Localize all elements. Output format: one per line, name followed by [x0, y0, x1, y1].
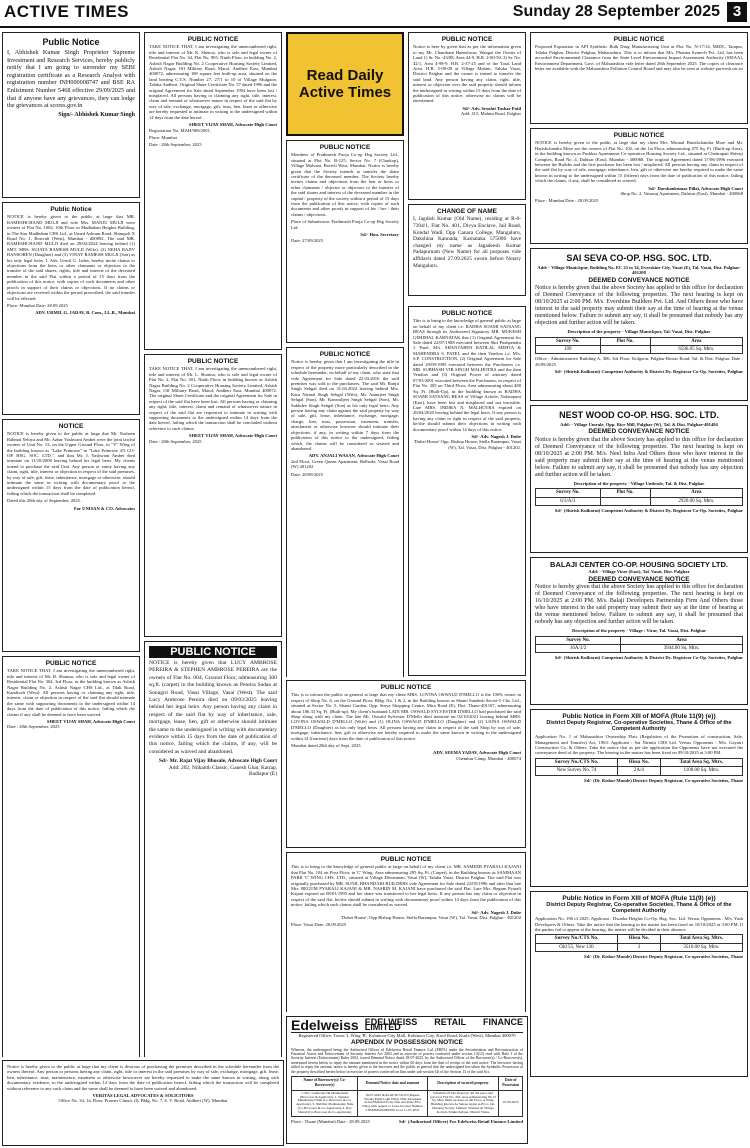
notice-date: Date: 28/09/2025 — [291, 471, 324, 477]
notice-address: Shop No. 2, Vatsaraj Apartment, Dahisar (East), Mumbai - 400068 — [620, 191, 743, 197]
table-cell: 1100.00 Sq. Mtrs. — [660, 767, 742, 775]
edelweiss-place-date: Place : Thane (Mumbai) Date : 28.09.2025 — [291, 1118, 370, 1124]
notice-description: Description of the property - Village : Virar, Tal. Vasai, Dist. Palghar — [571, 628, 707, 634]
notice-place: Place of Submission: Prathmesh Pooja Co-op Hsg Society Ltd. — [291, 219, 399, 230]
notice-title: PUBLIC NOTICE — [380, 856, 432, 863]
notice-signature: ADV. URMIL G. JADAV, B. Com., LL.B., Mumbai — [35, 310, 135, 316]
notice-address: Add: - Village Manickpur, Building No. EC 23 to 34, Everskine City, Vasai (E), Tal. Vasai, Dist. Palghar-401208 — [537, 265, 741, 276]
table-cell: 3510.00 Sq. Mtrs. — [660, 943, 742, 951]
notice-address: Chembur Camp, Mumbai - 400074 — [456, 755, 521, 761]
property-table — [535, 488, 743, 506]
notice-radha-soami — [408, 306, 526, 676]
center-right — [408, 306, 526, 676]
col-header: Date of Possession — [499, 1077, 523, 1091]
col-header: Area — [621, 636, 743, 644]
notice-sai-seva — [530, 248, 748, 401]
notice-environment-clearance — [530, 32, 748, 124]
notice-title: PUBLIC NOTICE — [45, 660, 97, 667]
notice-title: PUBLIC NOTICE — [187, 36, 239, 43]
property-table — [535, 934, 743, 952]
table-cell: 2920.00 Sq. Mtrs. — [650, 497, 742, 505]
table-cell: 3 — [617, 943, 660, 951]
notice-address: Add: - Village Virar (East), Tal. Vasai, Dist. Palghar — [588, 569, 690, 575]
notice-title: PUBLIC NOTICE — [380, 684, 432, 691]
notice-title: Public Notice — [50, 206, 92, 213]
column-2 — [144, 32, 282, 1057]
notice-signature: Sd/- Adv. Srushti Tushar Patil — [462, 105, 521, 111]
property-table — [535, 337, 743, 355]
notice-body: Members of Prathmesh Pooja Co-op Hsg Society Ltd., situated at Plot No. B-125, Sector No. 7 (Charkop), Village Malvani, Borivli West, Mumbai. Notice is hereby given that the Society intends to transfer the share certificate of the deceased member. The Society hereby invites claims and objections from the heir or heirs or other claimants / objector or objectors to the transfer of the said shares and interest of the deceased member in the capital / property of the society within a period of 15 days from the publication of this notice, with copies of such documents and other proofs in support of his / her / their claims / objections. — [291, 152, 399, 217]
property-table — [535, 758, 743, 776]
edelweiss-body: Whereas, the undersigned being the Authorised Officer of Edelweiss Retail Finance Ltd. (ERFL) under the Securitisation and Reconstruction of Financial Assets and Enforcement of Security Interest Act 2002 and in exercise of powers conferred under section 13(12) read with Rule 3 of the Security Interest (Enforcement) Rules 2002, issued Demand Notice dated 18-07-2025, by the Authorised Officer of the Borrower(s) / Co-Borrower(s), mentioned herein below to repay the amount mentioned in the notice within 60 days from the date of receipt of the said notice. The borrower having failed to repay the amount, notice is hereby given to the borrower and the public in general that the undersigned has taken the Symbolic Possession of the property described herein below in exercise of powers conferred on him under sub-section (4) of the Section 13 of the said Act. — [291, 1047, 523, 1074]
notice-body: I, Jagdish Kumar (Old Name), residing at R-6-7394/1, Flat No. 401, Divya Enclave, Jail Road, Kondal Wadi, Opp Canara College, Mangaluru, Dakshina Kannada, Karnataka 575006 have changed my name as Jagadeesh Kumar Padapurnam (New Name) for all purposes vide affidavit dated 27.09.2025 sworn before Notary Mangaluru. — [413, 216, 521, 269]
notice-title: PUBLIC NOTICE — [613, 36, 665, 43]
table-cell — [600, 346, 650, 354]
notice-place-date: Place: Vasai Date: 28.09.2025 — [291, 922, 347, 928]
notice-place-date: Place: Mumbai Date: 28.09.2025 — [7, 302, 68, 308]
notice-signature: Sd/- Adv. Nagesh J. Dube — [471, 433, 521, 439]
notice-body: Application No. 1 of Maharashtra Ownership Flats (Regulation of the Promotion of construction, Sale, Management and Transfer) Act, 1963. Applicant : Sai Nirmiti CHS Ltd. Versus Opponents : M/s. Gayatri Construction Co. & Others. Take the notice that as per the application the Opponents have not executed the conveyance deed of the property. The hearing in the matter has been fixed on 09/10/2025 at 3:00 PM. — [535, 734, 743, 756]
notice-signature: Sd/- Hon. Secretary — [360, 232, 399, 238]
notice-subtitle: DEEMED CONVEYANCE NOTICE — [588, 575, 690, 583]
notice-body: Notice is hereby given that I am investigating the title in respect of the property more particularly described in the schedule hereunder, on behalf of my client, who state that vide Agreement for Sale dated 22.03.2016 the said premises was sold to the purchasers. The said Mr. Ranjit Singh Sehgal died on 31.03.2022 leaving behind Mrs. Kaur Nirmal Singh Sehgal (Wife), Mr. Amarjeet Singh Sehgal (Son), Mr. Kanwaljeet Singh Sehgal (Son), Mr. Sukhdev Singh Sehgal (Son) as his only legal heirs. Any person having any claim against the said property by way of sale, gift, lease, inheritance, exchange, mortgage, charge, lien, trust, possession, easement, transfer, attachment or otherwise however should intimate their objections, if any, in writing within 7 days from the publication of this notice to the undersigned, failing which, the claims will be considered as waived and abandoned. — [291, 359, 399, 451]
col-header: Survey No./CTS No. — [536, 935, 618, 943]
notice-sebi-surrender — [2, 32, 140, 198]
notice-subtitle: DEEMED CONVEYANCE NOTICE — [588, 428, 690, 436]
table-cell: 16A/1/2 — [536, 645, 621, 653]
table-cell: Schedule Of The Property: All the piece and parcel of Flat No. 403, Area Admeasuring 84.13 Sq. Mtrs. Built-up Area on 4th Floor, A Wing, Building Known As Sakaar Apple A-B Co. Op. Housing Society Limited, Situated At Village Kolvali, Taluka Kalyan, District Thane — [427, 1090, 499, 1116]
notice-date: Date : 28th September, 2025 — [7, 724, 60, 730]
newspaper-brand: ACTIVE TIMES — [4, 2, 130, 21]
notice-signature: SHEET VIJAY SHAH, Advocate High Court — [188, 122, 277, 128]
column-4 — [408, 32, 526, 302]
col-header: Survey No. — [536, 337, 601, 345]
notice-address: 'Dubei House', Opp Bishop House, Stella Barampur, Vasai (W), Tal. Vasai, Dist. Palghar - 401202 — [341, 915, 521, 921]
notice-body: Notice is here by given that as per the information given to my Mr. Chandrant Haneshwar, Wangai the Owner of Land 1) Sr. No.-43/08, Area 44-9, H.R. 2-00-50, 2) Sr. No. 42/1, Area 4-98-9, H.R. 2-37-25 and of the Total Land Area, H.R. 5-00-00 at Village Mahim, Taluka Vasai, District Palghar and the owner is intend to transfer the said land. Any person having any claim, right, title, interest or objection over the said property should inform the undersigned in writing within 15 days from the date of publication of this notice, otherwise no claims will be entertained. — [413, 44, 521, 104]
notice-signature: Sd/- (Shirish Kulkarni) Competent Authority & District Dy. Registrar Co-Op. Societies, Palghar — [554, 508, 743, 514]
notice-date: Mumbai dated 28th day of Sept. 2025 — [291, 743, 361, 749]
notice-signature: SHEET VIJAY SHAH, Advocate High Court — [46, 719, 135, 725]
notice-body: I, Abhishek Kumar Singh Proprietor Supreme Investment and Research Services, hereby publicly notify that I am going to surrender my SEBI registration certificate as a Research Analyst with registration number INH000008747 and BSE RA Enlistment Number 5468 effective 29/09/2025 and that if anyone have any grievances, they can lodge the grievances at scores.gov.in — [7, 49, 135, 110]
notice-date: Date : 28th September, 2025 — [149, 142, 202, 148]
table-cell: 18-07-2025 & Rs.28,39,741.05 (Rupees Twenty Eight Lakh Thirty Nine Thousand Seven Hundred Forty One and Paise Five Only) with respect to Loan Account Number LNSMMSOO000076 as on 11-07-2025 — [358, 1090, 427, 1116]
notice-signature: Sd/- (Dr. Kishor Mande) District Deputy Registrar, Co-operative Societies, Thane — [584, 777, 743, 783]
read-daily-banner — [286, 32, 404, 136]
notice-sameer-kajani — [286, 852, 526, 1012]
notice-body: Proposed Expansion in API Synthetic Bulk Drug Manufacturing Unit at Plot No. N-17/14, MIDC, Tarapur, Taluka Palghar, District Palghar, Maharashtra. This is to inform that M/s. Pharma Syntech Pvt. Ltd. has been accorded Environmental Clearance from the State Level Environment Impact Assessment Authority (SEIAA), Environment Department, Govt. of Maharashtra vide letter dated 26th September 2025. The copies of clearance letter are available with the Maharashtra Pollution Control Board and may also be seen at website parivesh.nic.in — [535, 44, 743, 72]
notice-place: Place: Mumbai — [149, 134, 177, 140]
edelweiss-signature: Sd/- (Authorised Officer) For Edelweiss Retail Finance Limited — [398, 1118, 523, 1124]
notice-subtitle: District Deputy Registrar, Co-operative Societies, Thane & Office of the Competent Authority — [546, 720, 732, 732]
notice-title: PUBLIC NOTICE — [319, 144, 371, 151]
table-cell: 6596.05 Sq. Mtrs. — [650, 346, 742, 354]
notice-title: PUBLIC NOTICE — [319, 351, 371, 358]
notice-office: Office : Administrative Building A, 306, 3rd Floor, Kolgaon, Palghar-Boisar Road, Tal. & Dist. Palghar. Date : 26/09/2025 — [535, 356, 743, 367]
col-header: Total Area Sq. Mtrs. — [660, 758, 742, 766]
notice-mofa-form-xiii-2 — [530, 891, 748, 1077]
table-cell: 2A/4 — [617, 767, 660, 775]
notice-signature: Sd/- Mr. Rajat Vijay Bhosale, Advocate High Court — [159, 758, 277, 765]
table-cell: 3944.00 Sq. Mtrs. — [621, 645, 743, 653]
notice-title: BALAJI CENTER CO-OP. HOUSING SOCIETY LTD. — [550, 560, 728, 569]
notice-body: Notice is hereby given that the above Society has applied to this office for declaration of Deemed Conveyance of the following properties. The next hearing is kept on 08/10/2025 at 2:00 PM. M/s. Neel Infra And Others those who have interest in the said property may submit their say at the time of hearing at the venue mentioned below. Failure to submit any say, it shall be presumed that nobody has any objection and further action will be taken. — [535, 436, 743, 478]
table-cell: Old 55, New 130 — [536, 943, 618, 951]
notice-body: Notice is hereby given to the public at large that my client is desirous of purchasing the premises described in the schedule hereunder from the owners thereof. Any person or persons having any claim, right, title or interest in the said premises by way of sale, exchange, mortgage, gift, lease, lien, inheritance, trust, maintenance, easement or otherwise howsoever are hereby requested to make the same known in writing, along with documentary evidence, to the undersigned within 14 days from the date of publication hereof, failing which the transaction will be completed without reference to any such claim and the same shall be deemed to have been waived and abandoned. — [7, 1064, 279, 1091]
notice-body: This is to bring to the knowledge of general public at large on behalf of my client i.e. MR. SAMEER PYARALI KAJANI that Flat No. 104 on First Floor, in 'C' Wing, Area admeasuring 295 Sq. Ft. (Carpet), in the Building known as SAMMAAN PARK 'C' WING CHS. LTD., situated at Village Diwanman, Vasai (W), Taluka Vasai, District Palghar. The said Flat was originally purchased by MR. SUNIL BHANDARI BUILDERS vide Agreement for Sale dated 22/05/1996 and after that late Mrs. BEGUM PYARALI KAJANI & MR. NASRIN M. KAJANI have purchased the said Flat. Late Mrs. Begum Pyarali Kajani expired on 08/01/1995 and her share was transferred to her legal heirs. If any person has any claim or objection in respect of the said flat, he/she should submit in writing with documentary proof within 14 days from the publication of this notice, failing which such claims shall be considered as waived. — [291, 864, 521, 908]
col-header: Plot No. — [600, 337, 650, 345]
notice-signature: Sd/- (Shirish Kulkarni) Competent Authority & District Dy. Registrar Co-Op. Societies, Palghar — [554, 369, 743, 375]
notice-body: TAKE NOTICE THAT, I am investigating the unencumbered right, title and interest of Mr. L. Sharma, who is sole and legal owner of Flat No. 2, Flat No. 301, Ninth Floor, in building known as Ashish Nagar Building No. 2 Cooperative Housing Society Limited, Ashish Nagar, Off Military Road, Marol, Andheri East, Mumbai 400072. The original Share Certificate and the original Agreement for Sale in respect of the said flat have been lost. All persons having or claiming any right, title, interest, claim and remand of whatsoever nature in respect of the said flat are requested to intimate in writing with supporting documents to the undersigned within 14 days from the date hereof, failing which the transaction shall be concluded without reference to such claims. — [149, 366, 277, 431]
issue-date: Sunday 28 September 2025 — [512, 3, 720, 20]
notice-title: Public Notice — [42, 37, 100, 47]
notice-signature: ADV. ANJALI WASAN, Advocate High Court — [308, 453, 399, 459]
col-header: Hissa No. — [617, 758, 660, 766]
col-header: Area — [650, 337, 742, 345]
notice-title: NOTICE — [58, 423, 84, 430]
edelweiss-title: EDELWEISS RETAIL FINANCE LIMITED — [364, 1017, 523, 1033]
col-header: Area — [650, 489, 742, 497]
col-header: Total Area Sq. Mtrs. — [660, 935, 742, 943]
col-header: Description of secured property — [427, 1077, 499, 1091]
property-table — [535, 636, 743, 654]
notice-description: Description of the property - Village Manickpur, Tal. Vasai, Dist. Palghar — [567, 329, 711, 335]
notice-body: Notice is hereby given that the above Society has applied to this office for declaration of Deemed Conveyance of the following properties. The next hearing is kept on 08/10/2025 at 2:00 PM. M/s. Evershine Builders Pvt. Ltd. And Others those who have interest in the said property may submit their say at the time of hearing at the venue mentioned below. Failure to submit any say, it shall be presumed that nobody has any objection and further action will be taken. — [535, 285, 743, 327]
notice-body: NOTICE is hereby given to the public at large that MR. RAMESHCHAND MULJI and wife Mrs. MANJU MULJI were owners of Flat No. 1002, 10th Floor in Madhuban Heights Building, in The Star Madhuban CHS Ltd., at Umed Ashram Road, Shimpoli X Road No. 1, Borivali (West), Mumbai - 400092. The said MR. RAMESHCHAND MULJI died on 29/02/2024 leaving behind (1) SMT. MRS. SUJATA RAMESH MULJI (Wife), (2) NEHA RAJIV BANSOREN (Daughter) and (3) VINAY RAMESH MULJI (Son) as his only legal heirs. I, Adv. Urmil G. Jadav, hereby invite claims or objections from the heirs or other claimants or objectors to the transfer of the said shares, rights, title and interest of the deceased member in the said Flat within a period of 15 days from the publication of this notice, with copies of such documents and other proofs in support of their claims or objections. If no claims or objections are received within the period prescribed, the said transfer will be effected. — [7, 214, 135, 301]
notice-date: Date : 28th September, 2025 — [149, 438, 202, 444]
table-cell: 25-09-2025 — [499, 1090, 523, 1116]
edelweiss-logo: Edelweiss — [291, 1016, 359, 1033]
notice-subtitle: District Deputy Registrar, Co-operative Societies, Thane & Office of the Competent Authority — [546, 902, 732, 914]
notice-pushkar-apartments — [530, 128, 748, 244]
notice-address: Office No. 34, 1st Floor, Promer Classic (I), Bldg. No. 7, S. V. Road, Andheri (W), Mumbai — [58, 1098, 228, 1104]
notice-description: Description of the property - Village Umbrale, Tal. & Dist. Palghar — [573, 480, 705, 486]
notice-date: Date: 27/09/2025 — [291, 237, 324, 243]
banner-text: Read Daily Active Times — [298, 67, 392, 101]
notice-title: PUBLIC NOTICE — [149, 646, 277, 658]
notice-registration: Registration No. MAH/969/2001. — [149, 127, 212, 133]
table-cell: New Survey No. 74 — [536, 767, 618, 775]
notice-signature: For UNISAN & CO. Advocates — [73, 505, 135, 511]
notice-subtitle: DEEMED CONVEYANCE NOTICE — [588, 276, 690, 284]
notice-ashish-nagar — [2, 656, 140, 1057]
center-bottom — [286, 680, 526, 1012]
notice-signature: Sd/- Darshankumar Pillai, Advocate High Court — [648, 185, 743, 191]
notice-body: TAKE NOTICE THAT, I am investigating the unencumbered right, title and interest of Mr. K. Shenoy, who is sole and legal owner of Residential Flat No. 34, Flat No. 905, Ninth Floor, in building No. 2, Ashish Nagar Building No. 2 Cooperative Housing Society Limited, Ashish Nagar, Off Military Road, Marol, Andheri East, Mumbai 400072, admeasuring 180 square feet built-up area, situated on the land bearing C.T.S. Number 27, 27/1 to 10 of Village Mulgaon, Taluka Andheri. Original Share Certificate No. 57 dated 1996 and the original Agreement for Sale dated September 1994 have been lost / misplaced. All persons having or claiming any right, title, interest, claim and remand of whatsoever nature in respect of the said flat by way of sale, exchange, mortgage, gift, trust, lien, lease or otherwise are hereby requested to intimate in writing to the undersigned within 14 days from the date hereof. — [149, 44, 277, 120]
notice-signature: Sd/- Adv. Nagesh J. Dube — [471, 909, 521, 915]
col-header: Survey No./CTS No. — [536, 758, 618, 766]
page-number: 3 — [727, 2, 747, 22]
notice-body: NOTICE is hereby given that LUCY AMBROSE PEREIRA & STEPHEN AMBROSE PEREIRA are the owners of Flat No. 004, Ground Floor, admeasuring 300 sq.ft. (carpet) in the building known as Pereira Sadan at Sonagiri Road, Vasai Village, Vasai (West). The said Lucy Ambrose Pereira died on 09/03/2025 leaving behind her legal heirs. Any person having any claim in respect of the said flat by way of inheritance, sale, mortgage, lease, lien, gift or otherwise should intimate the same to the undersigned in writing with documentary evidence within 15 days from the date of publication of this notice, failing which the claims, if any, will be considered as waived and abandoned. — [149, 660, 277, 755]
table-cell: 6/3/A/3 — [536, 497, 601, 505]
notice-nest-wood — [530, 405, 748, 553]
masthead — [0, 0, 750, 28]
notice-body: NOTICE is hereby given to the public at large that my client Mrs. Mrunal Harishchandra More and Mr. Harishchandra More are the owners of Flat No. 102, on the 1st Floor, admeasuring 475 Sq. Ft. (Built-up Area), in the building known as Pushkar Apartments Co-operative Housing Society Ltd., situated at Chattrapati Shivaji Complex, Road No. 4, Dahisar (East), Mumbai - 400068. The original Agreement dated 17/06/1996 executed between the Builder and the first purchaser has been lost / misplaced. All persons having any claim in respect of the said flat by way of sale, mortgage, inheritance, lien, gift or otherwise are hereby required to make the same known in writing to the undersigned within 15 (fifteen) days from the date of publication of this notice, failing which the claims, if any, shall be considered as waived. — [535, 140, 743, 184]
notice-sharma-flat — [144, 354, 282, 637]
notice-signature: ADV. SEEMA YADAV, Advocate High Court — [433, 750, 521, 756]
col-header: Plot No. — [600, 489, 650, 497]
notice-title: Public Notice in Form XIII of MOFA (Rule 11(9) (e)) — [562, 895, 716, 902]
notice-address: 'Dubei House' Opp. Bishop House, Stella Barampur, Vasai (W), Tal. Vasai, Dist. Palghar - 401202. — [413, 439, 521, 450]
edelweiss-subtitle: APPENDIX IV POSSESSION NOTICE — [351, 1039, 463, 1047]
notice-title: PUBLIC NOTICE — [187, 358, 239, 365]
notice-change-of-name — [408, 204, 526, 296]
col-header: Demand Notice date and amount — [358, 1077, 427, 1091]
notice-body: This is to inform the public in general at large that my client MRS. LOVINA OSWALD D'MELLO is the 100% owner in respect of Shop No. 6, on the Ground Floor, Bldg. No. 1 & 2, in the Building known as Shanti Sandesh Sector-5 Chs. Ltd., situated at Sector No. 5, Shanti Garden, Opp. Surya Shopping Centre, Mira Road (E), Dist. Thane-401107, admeasuring about 186.33 Sq. Ft. (Built-up). My client's husband LATE MR. OSWALD SYLVESTER D'MELLO had purchased the said Shop along with my client. The late Mr. Oswald Sylvester D'Mello died intestate on 02/10/2021 leaving behind MRS. LOVINA OSWALD D'MELLO (Wife) and (1) OLINA OSWALD D'MELLO (Daughter) and (2) LIONA OSWALD D'MELLO (Daughter) as his only legal heirs. All persons having any claim in respect of the said Shop by way of sale, mortgage, inheritance, lien, gift or otherwise are hereby required to make the same known in writing to the undersigned within 14 (fourteen) days from the date of publication of this notice. — [291, 692, 521, 741]
notice-lovina-dmello — [286, 680, 526, 848]
notice-address: Add: 415, Mahim Road, Palghar — [461, 111, 521, 117]
edelweiss-table — [291, 1076, 523, 1117]
notice-signature: Sd/- (Shirish Kulkarni) Competent Authority & District Dy. Registrar Co-Op. Societies, Palghar — [554, 655, 743, 661]
bottom-left — [2, 1060, 284, 1146]
notice-shenoy-flat — [144, 32, 282, 350]
table-cell: 109 — [536, 346, 601, 354]
notice-signature: SHEET VIJAY SHAH, Advocate High Court — [188, 433, 277, 439]
col-header: Hissa No. — [617, 935, 660, 943]
column-1 — [2, 32, 140, 1057]
notice-address: Add: 202, Nilkanth Classic, Ganesh Ghat, Katrap, Badlapur (E) — [168, 764, 277, 778]
col-header: Survey No. — [536, 636, 621, 644]
notice-body: TAKE NOTICE THAT, I am investigating the unencumbered right, title and interest of Mr. B. Sharma, who is sole and legal owner of Residential Flat No. 304, 3rd Floor, in the building known as Ashish Nagar Building No. 2, Ashish Nagar CHS Ltd., at Tilak Road, Kandivali (West). All persons having or claiming any right, title, interest, claim or objection in respect of the said flat should intimate the same with supporting documents to the undersigned within 14 days from the date of publication of this notice, failing which the claims if any shall be deemed to have been waived. — [7, 668, 135, 717]
notice-body: NOTICE is hereby given to the public at large that Mr. Yusheen Rahmat Yehiya and Mr. Azhar Yashwant Ambet were the joint lawful owners of Unit No. 13, on the Upper Ground Floor, in "Y" Wing of the building known as "Lake Primrose" in "Lake Primrose 4/5 CO-OP. HSG. SOC. LTD.", and that Mr. J. Yashwant Ambet died intestate on 11/10/2008 leaving behind his legal heirs. My clients intend to purchase the said Unit. Any person or entity having any claim, right, title, interest or objection in respect of the said premises, by way of sale, gift, lease, inheritance, mortgage or otherwise, should intimate the same in writing with documentary proof to the undersigned within 15 days from the date of publication hereof, failing which the transaction shall be completed. — [7, 431, 135, 496]
notice-flat-transfer — [2, 202, 140, 415]
notice-edelweiss-possession — [286, 1016, 528, 1144]
notice-title: SAI SEVA CO-OP. HSG. SOC. LTD. — [566, 253, 712, 263]
column-5 — [530, 32, 748, 1144]
notice-place-date: Place : Mumbai Date : 28.09.2025 — [535, 198, 599, 204]
notice-body: Application No. 196 of 2025. Applicant : Dwarka Heights Co-Op. Hsg. Soc. Ltd. Versus Opponents : M/s. Yash Developers & Others. Take the notice that the hearing in the matter has been fixed on 10/10/2025 at 3:00 PM. If the parties fail to appear at the hearing, the matter will be decided in their absence. — [535, 916, 743, 933]
notice-title: Public Notice in Form XIII of MOFA (Rule 11(9) (e)) — [562, 713, 716, 720]
notice-date: Dated this 28th day of September, 2025. — [7, 498, 82, 504]
notice-body: This is to bring to the knowledge of general public at large on behalf of my client i.e. RADHA SOAMI SATSANG BEAS through its Authorized Signatory MR. MUKESH GEHIMAL KARNATAK that (1) Original Agreement for Sale dated 22/07/1988 executed between Shri Pushpendra J. Patel, M/s. SHANTABEN RATILAL MEHTA & MAHENDRA S. PATEL and the then Vendors i.e. M/s. S.P. CONSTRUCTION, (2) Original Agreement for Sale dated 29/09/1985 executed between the Purchasers i.e. MR. SUBHASH VIR SINGH MALHOTRA and the then Vendors and (3) Original Power of attorney dated 07/03/2001 executed between the Purchasers, in respect of Flat No. 305 on Third Floor, Area admeasuring about 480 Sq. Ft. (Built-Up), in the building known as RADHA SOAMI SATSANG BEAS of Village Achole, Nalasopara (East), have been lost and misplaced and not traceable. Late MRS. INDIRA N. MALHOTRA expired on 26/04/2020 leaving behind the legal heirs. If any person is having any claim or right in respect of the said property, he/she should submit their objections in writing with documentary proof within 14 days of this notice. — [413, 318, 521, 432]
notice-balaji-center — [530, 557, 748, 705]
notice-signature: Sign/- Abhishek Kumar Singh — [58, 111, 135, 118]
notice-veritas-legal — [2, 1060, 284, 1146]
notice-mofa-form-xiii-1 — [530, 709, 748, 887]
notice-signature: Sd/- (Dr. Kishor Mande) District Deputy Registrar, Co-operative Societies, Thane — [584, 954, 743, 960]
notice-body: Notice is hereby given that the above Society has applied to this office for declaration of Deemed Conveyance of the following properties. The next hearing is kept on 16/10/2025 at 2:00 PM. M/s. Balaji Developers Partnership Firm And Others those who have interest in the said property may submit their say at the time of hearing at the venue mentioned below. Failure to submit any say, it shall be presumed that nobody has any objection and further action will be taken. — [535, 584, 743, 626]
notice-address: 2nd Floor, Green Queen Apartment, Belhoda, Vasai Road (W) 401202 — [291, 458, 399, 470]
table-cell — [600, 497, 650, 505]
notice-title: NEST WOOD CO-OP. HSG. SOC. LTD. — [559, 410, 719, 420]
notice-title: CHANGE OF NAME — [437, 208, 497, 215]
notice-pereira-sadan — [144, 641, 282, 1057]
bottom-edelweiss — [286, 1016, 528, 1144]
notice-title: PUBLIC NOTICE — [441, 36, 493, 43]
table-cell: 1. M/s. Lambodar Hk Manikchand (Borrower & Applicant), 2. Shankar Manikchand Naik (Co-Borrower & Co-Applicant), 3. Shridhar Madhusudan Naik (Co-Borrower & Co-Applicant), 4. Roy Sharad (Co-Borrower & Co-Applicant) — [292, 1090, 358, 1116]
notice-mahim-land — [408, 32, 526, 200]
col-header: Name of Borrower(s)/ Co-Borrower(s) — [292, 1077, 358, 1091]
notice-title: PUBLIC NOTICE — [441, 310, 493, 317]
notice-lake-primrose — [2, 419, 140, 652]
notice-address: Add: - Village Umrale, Opp. Rice Mill, Palghar (W), Tal. & Dist. Palghar-401404 — [560, 422, 718, 427]
notice-signature: VERITAS LEGAL ADVOCATES & SOLICITORS — [92, 1093, 194, 1099]
col-header: Survey No. — [536, 489, 601, 497]
edelweiss-office: Registered Office: Tower 3, Wing 'B', Kohinoor City Mall, Kohinoor City, Kirol Road, Kurla (West), Mumbai 400070 — [298, 1032, 516, 1038]
notice-title: PUBLIC NOTICE — [613, 132, 665, 139]
